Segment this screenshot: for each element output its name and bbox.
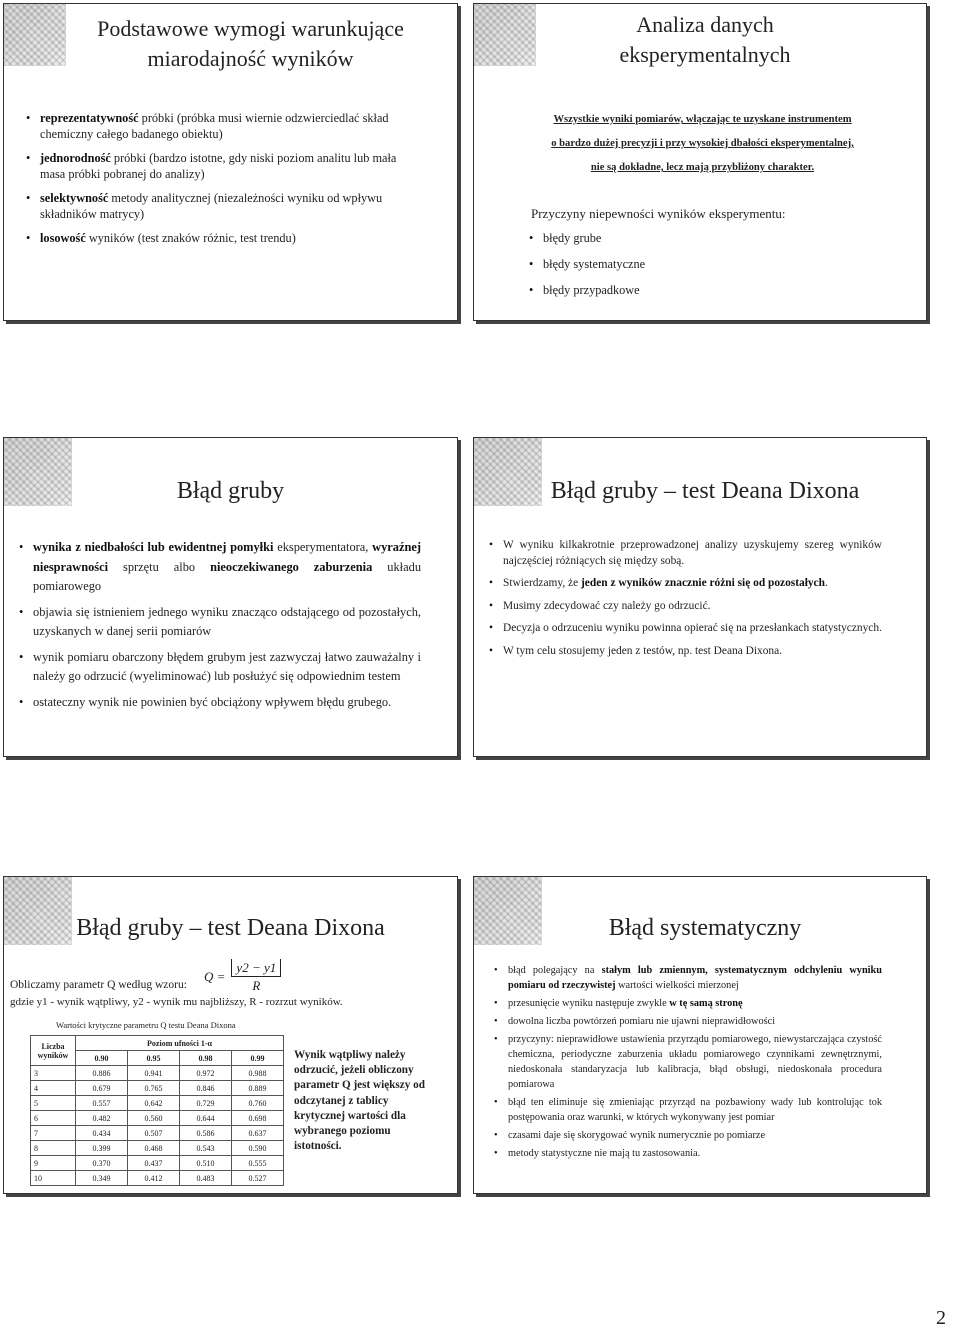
table-row: 3 0.886 0.941 0.972 0.988 (31, 1066, 284, 1081)
table-row: 9 0.370 0.437 0.510 0.555 (31, 1156, 284, 1171)
level-header: 0.98 (180, 1051, 232, 1066)
col-header-liczba: Liczba wyników (31, 1036, 76, 1066)
bullet-list (494, 963, 882, 1161)
dixon-table (30, 1035, 284, 1186)
list-item: • wynik pomiaru obarczony błędem grubym jest zazwyczaj łatwo zauważalny i należy go odrzucić (wyeliminować) lub posłużyć się odpowiednim testem (19, 648, 421, 687)
list-item: • selektywność metody analitycznej (niezależności wyniku od wpływu składników matrycy) (26, 190, 416, 222)
slide-4 (473, 437, 927, 757)
slide-title: Błąd gruby (176, 478, 285, 504)
bullet-list (19, 538, 421, 712)
slide-1 (3, 3, 458, 321)
list-item: • błąd polegający na stałym lub zmiennym, systematycznym odchyleniu wyniku pomiaru od rzeczywistej wartości wielkości mierzonej (494, 963, 882, 993)
list-item: • objawia się istnieniem jednego wyniku znacząco odstającego od pozostałych, uzyskanych w danej serii pomiarów (19, 603, 421, 642)
slide-3 (3, 437, 458, 757)
list-item: • wynika z niedbałości lub ewidentnej pomyłki eksperymentatora, wyraźnej niesprawności sprzętu albo nieoczekiwanego zaburzenia układu pomiarowego (19, 538, 421, 597)
bullet-list (489, 538, 882, 659)
side-note: Wynik wątpliwy należy odrzucić, jeżeli obliczony parametr Q jest większy od odczytanej z tablicy krytycznej wartości dla wybranego poziomu istotności. (294, 1049, 425, 1153)
table-row: 8 0.399 0.468 0.543 0.590 (31, 1141, 284, 1156)
col-header-poziom: Poziom ufności 1-α (76, 1036, 284, 1051)
bullet-list (26, 110, 416, 246)
list-item: • przyczyny: nieprawidłowe ustawienia przyrządu pomiarowego, niewystarczająca czystość chemiczna, periodyczne zaburzenia układu pomiarowego czynnikami zewnętrznymi, niedoskonała standaryzacja lub kalibracja, błąd obsługi, niedoskonała procedura pomiarowa (494, 1032, 882, 1092)
list-item: • błąd ten eliminuje się zmieniając przyrząd na pozbawiony wady lub kontrolując tok postępowania oraz warunki, w których wykonywany jest pomiar (494, 1095, 882, 1125)
table-row: 4 0.679 0.765 0.846 0.889 (31, 1081, 284, 1096)
slide-5 (3, 876, 458, 1194)
table-row: 10 0.349 0.412 0.483 0.527 (31, 1171, 284, 1186)
table-row: 7 0.434 0.507 0.586 0.637 (31, 1126, 284, 1141)
list-item: • reprezentatywność próbki (próbka musi wiernie odzwierciedlać skład chemiczny całego badanego obiektu) (26, 110, 416, 142)
list-item: • Stwierdzamy, że jeden z wyników znacznie różni się od pozostałych. (489, 576, 882, 592)
slide-title: Błąd systematyczny (608, 915, 802, 941)
list-item: • ostateczny wynik nie powinien być obciążony wpływem błędu grubego. (19, 693, 421, 713)
list-item: • metody statystyczne nie mają tu zastosowania. (494, 1146, 882, 1161)
list-item: • jednorodność próbki (bardzo istotne, gdy niski poziom analitu lub mała masa próbki pobranej do analizy) (26, 150, 416, 182)
level-header: 0.99 (232, 1051, 284, 1066)
formula-intro: Obliczamy parametr Q według wzoru: (10, 979, 187, 991)
table-row: 5 0.557 0.642 0.729 0.760 (31, 1096, 284, 1111)
causes-heading: Przyczyny niepewności wyników eksperymentu: (531, 206, 786, 221)
slide-title: Podstawowe wymogi warunkujące miarodajność wyników (97, 16, 404, 71)
formula: Q = $\frac{y2 - y1}{R}$ (204, 959, 281, 995)
slide-title: Błąd gruby – test Deana Dixona (550, 478, 860, 504)
slide-title: Analiza danych eksperymentalnych (619, 12, 791, 67)
page-number: 2 (936, 1307, 946, 1329)
formula-legend: gdzie y1 - wynik wątpliwy, y2 - wynik mu najbliższy, R - rozrzut wyników. (10, 996, 343, 1008)
table-title: Wartości krytyczne parametru Q testu Deana Dixona (56, 1020, 236, 1030)
list-item: • Decyzja o odrzuceniu wyniku powinna opierać się na przesłankach statystycznych. (489, 621, 882, 637)
intro-text: Wszystkie wyniki pomiarów, włączając te uzyskane instrumentem o bardzo dużej precyzji i przy wysokiej dbałości eksperymentalnej, nie są dokładne, lecz mają przybliżony charakter. (551, 114, 854, 173)
list-item: • W tym celu stosujemy jeden z testów, np. test Deana Dixona. (489, 644, 882, 660)
list-item: • błędy grube (529, 230, 645, 246)
list-item: • błędy systematyczne (529, 256, 645, 272)
list-item: • przesunięcie wyniku następuje zwykle w tę samą stronę (494, 996, 882, 1011)
list-item: • czasami daje się skorygować wynik numerycznie po pomiarze (494, 1128, 882, 1143)
slide-title: Błąd gruby – test Deana Dixona (76, 915, 385, 941)
list-item: • losowość wyników (test znaków różnic, test trendu) (26, 230, 416, 246)
slide-6 (473, 876, 927, 1194)
list-item: • Musimy zdecydować czy należy go odrzucić. (489, 599, 882, 615)
list-item: • dowolna liczba powtórzeń pomiaru nie ujawni nieprawidłowości (494, 1014, 882, 1029)
level-header: 0.90 (76, 1051, 128, 1066)
causes-list (529, 230, 645, 298)
list-item: • błędy przypadkowe (529, 282, 645, 298)
list-item: • W wyniku kilkakrotnie przeprowadzonej analizy uzyskujemy szereg wyników najczęściej różniących się między sobą. (489, 538, 882, 569)
slide-2 (473, 3, 927, 321)
table-row: 6 0.482 0.560 0.644 0.698 (31, 1111, 284, 1126)
level-header: 0.95 (128, 1051, 180, 1066)
